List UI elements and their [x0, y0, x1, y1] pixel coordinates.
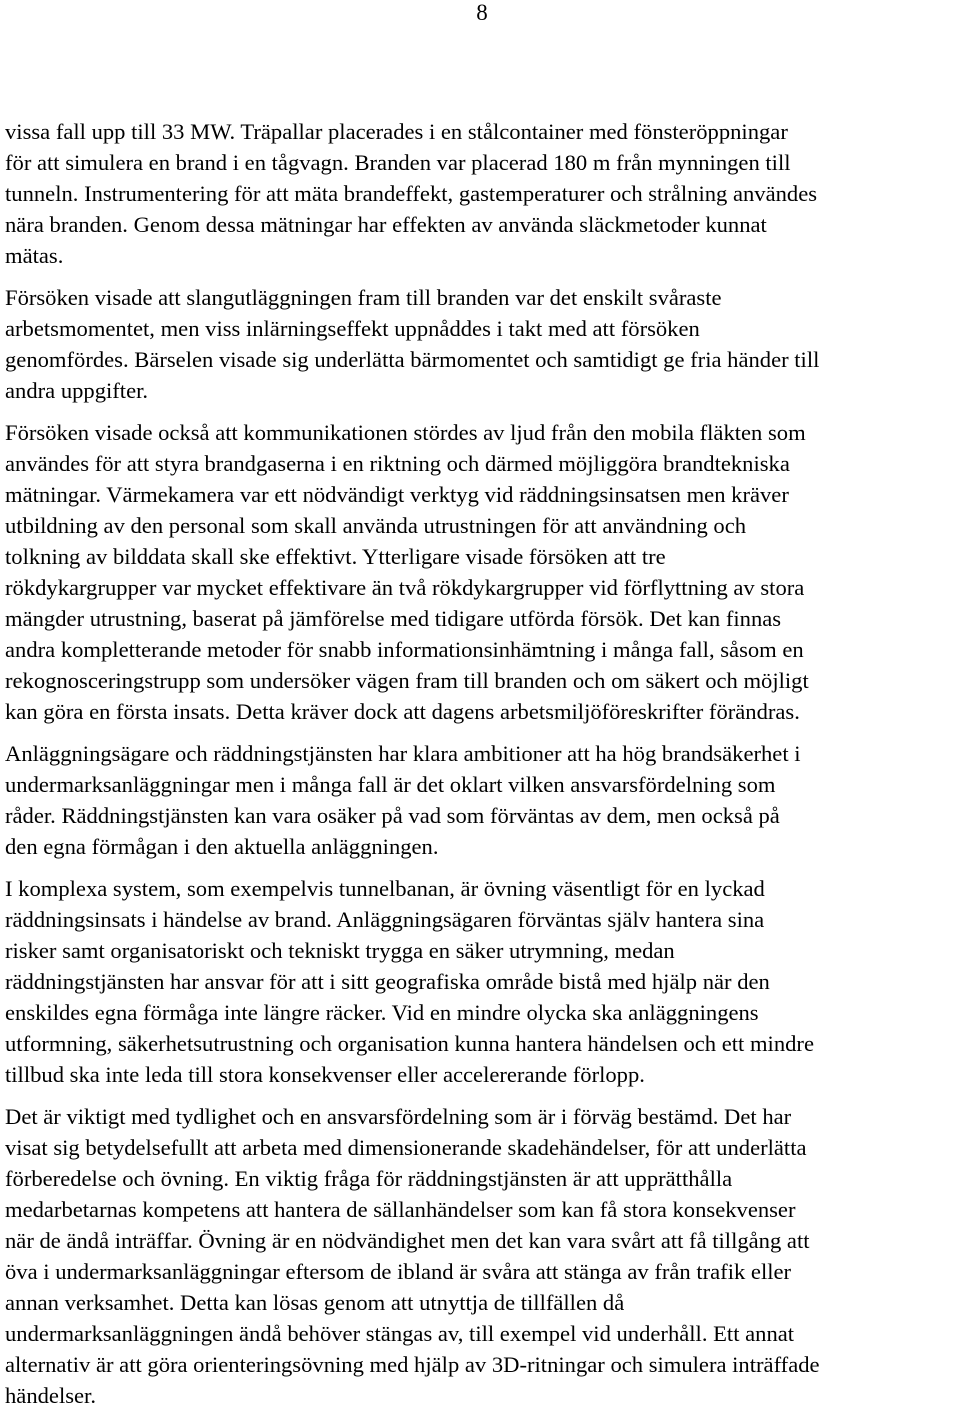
text-line: undermarksanläggningen ändå behöver stängas av, till exempel vid underhåll. Ett annat	[5, 1321, 795, 1346]
text-line: mängder utrustning, baserat på jämförelse med tidigare utförda försök. Det kan finnas	[5, 606, 782, 631]
text-line: enskildes egna förmåga inte längre räcker. Vid en mindre olycka ska anläggningens	[5, 1000, 759, 1025]
text-line: mätningar. Värmekamera var ett nödvändigt verktyg vid räddningsinsatsen men kräver	[5, 482, 789, 507]
text-line: undermarksanläggningar men i många fall är det oklart vilken ansvarsfördelning som	[5, 772, 776, 797]
text-line: räddningsinsats i händelse av brand. Anläggningsägaren förväntas själv hantera sina	[5, 907, 765, 932]
text-line: för att simulera en brand i en tågvagn. Branden var placerad 180 m från mynningen till	[5, 150, 791, 175]
text-line: räddningstjänsten har ansvar för att i sitt geografiska område bistå med hjälp när den	[5, 969, 770, 994]
text-line: visat sig betydelsefullt att arbeta med dimensionerande skadehändelser, för att underlätta	[5, 1135, 807, 1160]
text-line: händelser.	[5, 1383, 96, 1408]
text-line: arbetsmomentet, men viss inlärningseffekt uppnåddes i takt med att försöken	[5, 316, 700, 341]
text-line: risker samt organisatoriskt och tekniskt trygga en säker utrymning, medan	[5, 938, 675, 963]
text-line: när de ändå inträffar. Övning är en nödvändighet men det kan vara svårt att få tillgång att	[5, 1228, 810, 1253]
text-line: råder. Räddningstjänsten kan vara osäker på vad som förväntas av dem, men också på	[5, 803, 780, 828]
page-number: 8	[476, 0, 488, 25]
text-line: I komplexa system, som exempelvis tunnelbanan, är övning väsentligt för en lyckad	[5, 876, 765, 901]
document-body	[5, 116, 960, 1411]
text-line: tillbud ska inte leda till stora konsekvenser eller accelererande förlopp.	[5, 1062, 645, 1087]
text-line: utformning, säkerhetsutrustning och organisation kunna hantera händelsen och ett mindre	[5, 1031, 814, 1056]
paragraph-fire-test-setup	[5, 116, 960, 271]
paragraph-hose-laying	[5, 282, 960, 406]
text-line: öva i undermarksanläggningar eftersom de ibland är svåra att stänga av från trafik eller	[5, 1259, 792, 1284]
text-line: nära branden. Genom dessa mätningar har effekten av använda släckmetoder kunnat	[5, 212, 767, 237]
text-line: Det är viktigt med tydlighet och en ansvarsfördelning som är i förväg bestämd. Det har	[5, 1104, 792, 1129]
text-line: användes för att styra brandgaserna i en riktning och därmed möjliggöra brandtekniska	[5, 451, 790, 476]
text-line: Försöken visade också att kommunikationen stördes av ljud från den mobila fläkten som	[5, 420, 806, 445]
text-line: tunneln. Instrumentering för att mäta brandeffekt, gastemperaturer och strålning användes	[5, 181, 818, 206]
text-line: utbildning av den personal som skall använda utrustningen för att användning och	[5, 513, 747, 538]
text-line: förberedelse och övning. En viktig fråga för räddningstjänsten är att upprätthålla	[5, 1166, 733, 1191]
text-line: kan göra en första insats. Detta kräver dock att dagens arbetsmiljöföreskrifter förändras.	[5, 699, 800, 724]
paragraph-clarity-exercise	[5, 1101, 960, 1411]
text-line: rekognosceringstrupp som undersöker vägen fram till branden och om säkert och möjligt	[5, 668, 809, 693]
text-line: rökdykargrupper var mycket effektivare än två rökdykargrupper vid förflyttning av stora	[5, 575, 805, 600]
text-line: annan verksamhet. Detta kan lösas genom att utnyttja de tillfällen då	[5, 1290, 625, 1315]
text-line: andra uppgifter.	[5, 378, 149, 403]
text-line: genomfördes. Bärselen visade sig underlätta bärmomentet och samtidigt ge fria händer till	[5, 347, 820, 372]
text-line: vissa fall upp till 33 MW. Träpallar placerades i en stålcontainer med fönsteröppningar	[5, 119, 788, 144]
text-line: Försöken visade att slangutläggningen fram till branden var det enskilt svåraste	[5, 285, 722, 310]
paragraph-complex-systems	[5, 873, 960, 1090]
text-line: den egna förmågan i den aktuella anläggningen.	[5, 834, 439, 859]
text-line: Anläggningsägare och räddningstjänsten har klara ambitioner att ha hög brandsäkerhet i	[5, 741, 801, 766]
paragraph-facility-owners	[5, 738, 960, 862]
paragraph-communication	[5, 417, 960, 727]
text-line: tolkning av bilddata skall ske effektivt. Ytterligare visade försöken att tre	[5, 544, 666, 569]
text-line: mätas.	[5, 243, 64, 268]
text-line: andra kompletterande metoder för snabb informationsinhämtning i många fall, såsom en	[5, 637, 804, 662]
text-line: medarbetarnas kompetens att hantera de sällanhändelser som kan få stora konsekvenser	[5, 1197, 796, 1222]
text-line: alternativ är att göra orienteringsövning med hjälp av 3D-ritningar och simulera inträffade	[5, 1352, 820, 1377]
